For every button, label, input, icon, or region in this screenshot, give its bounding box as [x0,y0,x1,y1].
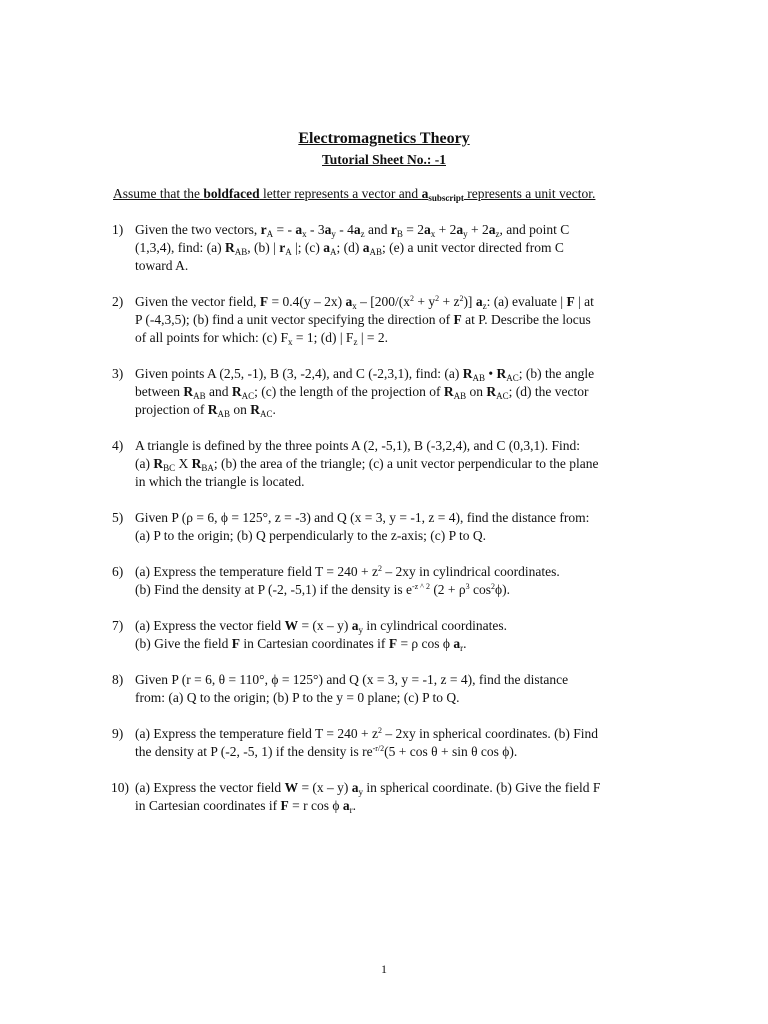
problem-number: 9) [112,726,124,741]
problem-line: (b) Give the field F in Cartesian coordinates if F = ρ cos ϕ $a_r$. [135,636,467,653]
intro-a: a [421,186,429,201]
problem-list [112,221,657,815]
intro-pre: Assume that the [113,186,204,201]
problem-line: (a) P to the origin; (b) Q perpendicularly to the z-axis; (c) P to Q. [135,528,487,543]
intro-bold: boldfaced [203,186,260,201]
problem-line: (a) Express the vector field W = (x – y) $a_y$ in cylindrical coordinates. [135,618,507,635]
intro-statement [113,185,595,203]
problem-number: 1) [112,222,124,237]
problem-line: the density at P (-2, -5, 1) if the density is $re^{-r/2}(5 + \cos \theta + \sin \theta$ cos ϕ). [135,744,518,759]
problem-number: 7) [112,618,124,633]
problem-item [112,563,657,599]
problem-line: (a) Express the vector field W = (x – y) $a_y$ in spherical coordinate. (b) Give the field F [135,780,601,797]
intro-sub: subscript [428,193,464,203]
page-subtitle: Tutorial Sheet No.: -1 [322,152,446,167]
problem-line: projection of $R_{AB}$ on $R_{AC}$. [135,402,276,419]
problem-line: (a) $R_{BC}$ X $R_{BA}$; (b) the area of the triangle; (c) a unit vector perpendicular to the plane [135,456,599,473]
problem-line: (a) Express the temperature field $T = 240 + z^2 - 2xy$ in spherical coordinates. (b) Find [135,726,598,741]
problem-line: of all points for which: (c) $F_x = 1$; (d) | $F_z$ | = 2. [135,330,389,347]
problem-item [112,509,657,545]
problem-line: P (-4,3,5); (b) find a unit vector specifying the direction of F at P. Describe the locus [135,312,591,327]
problem-number: 4) [112,438,124,453]
problem-line: Given the two vectors, $r_A$ = - $a_x - 3a_y - 4a_z$ and $r_B = 2a_x + 2a_y + 2a_z$, and point C [135,222,570,239]
problem-line: in which the triangle is located. [135,474,305,489]
problem-line: A triangle is defined by the three points A (2, -5,1), B (-3,2,4), and C (0,3,1). Find: [135,438,581,453]
intro-post: represents a unit vector. [463,186,596,201]
intro-mid: letter represents a vector and [259,186,422,201]
page-number: 1 [381,962,387,976]
problem-number: 8) [112,672,124,687]
problem-item [112,293,657,347]
problem-line: (1,3,4), find: (a) $R_{AB}$, (b) | $r_A$ |; (c) $a_A$; (d) $a_{AB}$; (e) a unit vector directed from C [135,240,564,257]
problem-item [112,671,657,707]
problem-item [112,365,657,419]
problem-number: 10) [111,780,129,795]
problem-line: from: (a) Q to the origin; (b) P to the y = 0 plane; (c) P to Q. [135,690,460,705]
problem-line: Given points A (2,5, -1), B (3, -2,4), and C (-2,3,1), find: (a) $R_{AB}$ • $R_{AC}$; (b) the angle [135,366,595,383]
problem-line: in Cartesian coordinates if F = r cos ϕ $a_r$. [135,798,356,815]
problem-number: 5) [112,510,124,525]
problem-line: Given P (ρ = 6, ϕ = 125°, z = -3) and Q (x = 3, y = -1, z = 4), find the distance from: [135,510,590,525]
problem-number: 2) [112,294,124,309]
problem-line: toward A. [135,258,189,273]
problem-number: 3) [112,366,124,381]
problem-item [112,437,657,491]
problem-line: (b) Find the density at P (-2, -5,1) if the density is $e^{-z \^{} 2}$ ($2 + \rho^3$ $\cos^2\phi$). [135,582,511,597]
problem-line: Given the vector field, F = 0.4(y – 2x) $a_x - [200/(x^2 + y^2 + z^2)]$ $a_z$: (a) evaluate | F | at [135,294,594,311]
problem-item [112,779,657,815]
problem-line: between $R_{AB}$ and $R_{AC}$; (c) the length of the projection of $R_{AB}$ on $R_{AC}$; (d) the vector [135,384,589,401]
problem-number: 6) [112,564,124,579]
problem-item [112,725,657,761]
page-title: Electromagnetics Theory [298,130,470,147]
problem-item [112,617,657,653]
problem-item [112,221,657,275]
problem-line: (a) Express the temperature field $T = 240 + z^2 - 2xy$ in cylindrical coordinates. [135,564,560,579]
problem-line: Given P (r = 6, θ = 110°, ϕ = 125°) and Q (x = 3, y = -1, z = 4), find the distance [135,672,569,687]
